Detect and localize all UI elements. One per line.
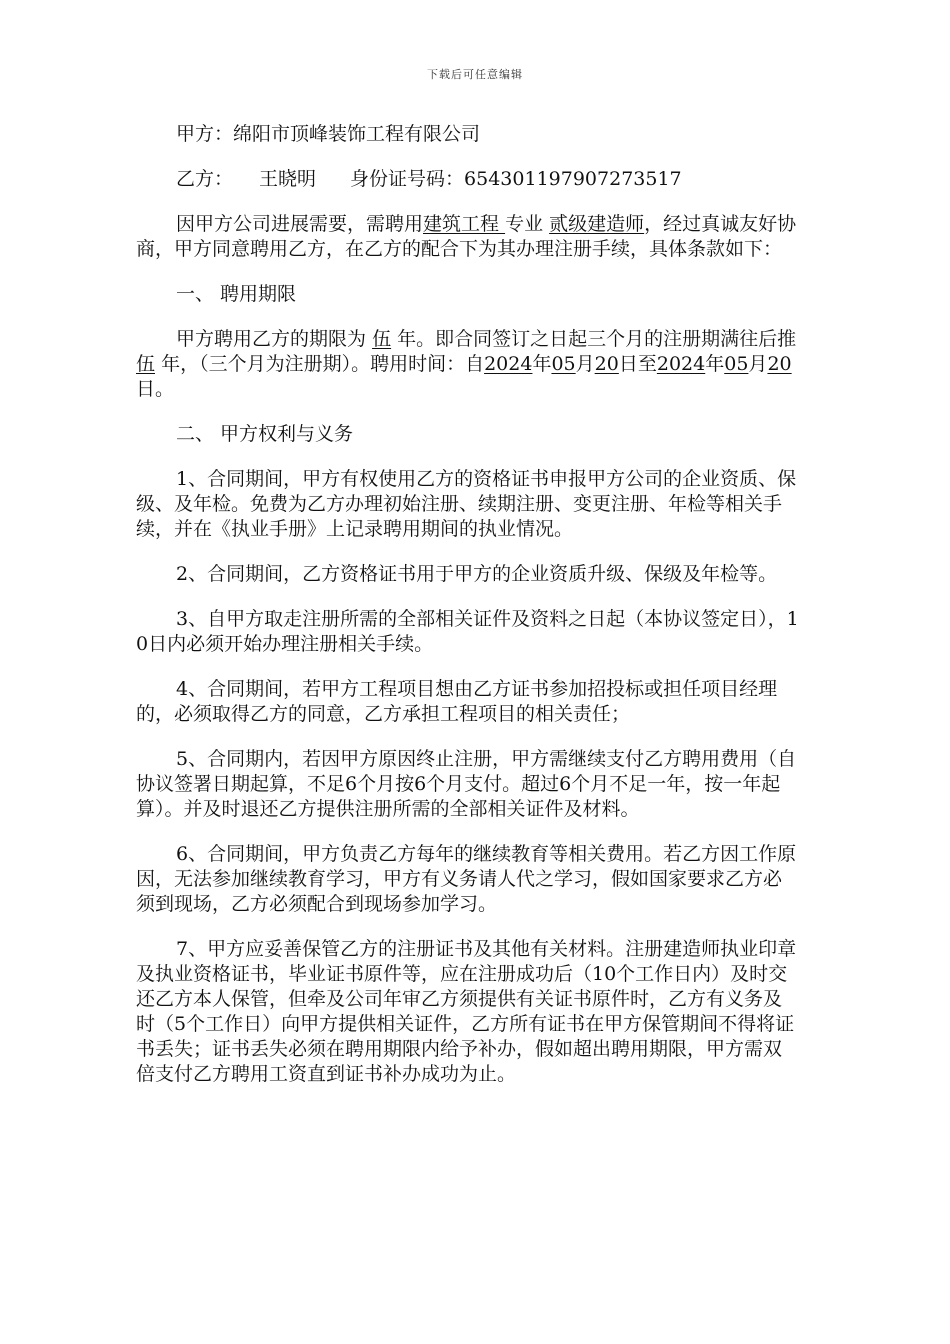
clause-7: 7、甲方应妥善保管乙方的注册证书及其他有关材料。注册建造师执业印章及执业资格证书，毕业证书原件等，应在注册成功后（10个工作日内）及时交还乙方本人保管，但牵及公司年审乙方须提供有关证书原件时，乙方有义务及时（5个工作日）向甲方提供相关证件，乙方所有证书在甲方保管期间不得将证书丢失；证书丢失必须在聘用期限内给予补办，假如超出聘用期限，甲方需双倍支付乙方聘用工资直到证书补办成功为止。 xyxy=(136,938,797,1085)
term-text-3: 年，（三个月为注册期）。聘用时间：自 xyxy=(161,353,485,375)
clause-2: 2、合同期间，乙方资格证书用于甲方的企业资质升级、保级及年检等。 xyxy=(176,563,778,585)
clause-4: 4、合同期间，若甲方工程项目想由乙方证书参加招投标或担任项目经理的，必须取得乙方的同意，乙方承担工程项目的相关责任； xyxy=(136,678,778,725)
intro-text-2: 专业 xyxy=(505,213,544,235)
month-char-1: 月 xyxy=(575,353,595,375)
end-year: 2024 xyxy=(656,353,706,375)
clause-3: 3、自甲方取走注册所需的全部相关证件及资料之日起（本协议签定日），10日内必须开始办理注册相关手续。 xyxy=(136,608,799,655)
year-char-2: 年 xyxy=(705,353,725,375)
party-a-line xyxy=(136,122,800,147)
end-day: 20 xyxy=(767,353,792,375)
start-month: 05 xyxy=(551,353,576,375)
year-char-1: 年 xyxy=(532,353,552,375)
term-years-1: 伍 xyxy=(372,328,392,350)
clause-5: 5、合同期内，若因甲方原因终止注册，甲方需继续支付乙方聘用费用（自协议签署日期起算，不足6个月按6个月支付。超过6个月不足一年，按一年起算）。并及时退还乙方提供注册所需的全部相关证件及材料。 xyxy=(136,748,797,820)
term-text-2: 年。即合同签订之日起三个月的注册期满往后推 xyxy=(397,328,797,350)
start-day: 20 xyxy=(594,353,619,375)
party-b-line xyxy=(136,167,800,192)
party-a-name: 绵阳市顶峰装饰工程有限公司 xyxy=(233,123,481,145)
end-month: 05 xyxy=(724,353,749,375)
intro-paragraph xyxy=(136,212,800,262)
intro-text-3: ，经过真诚友好协商，甲方同意聘用乙方，在乙方的配合下为其办理注册手续，具体条款如下： xyxy=(136,213,797,260)
party-b-label: 乙方： xyxy=(176,168,234,190)
intro-text-1: 因甲方公司进展需要，需聘用 xyxy=(176,213,424,235)
clause-6: 6、合同期间，甲方负责乙方每年的继续教育等相关费用。若乙方因工作原因，无法参加继续教育学习，甲方有义务请人代之学习，假如国家要求乙方必须到现场，乙方必须配合到现场参加学习。 xyxy=(136,843,797,915)
header-note: 下载后可任意编辑 xyxy=(427,68,523,81)
clause-1: 1、合同期间，甲方有权使用乙方的资格证书申报甲方公司的企业资质、保级、及年检。免费为乙方办理初始注册、续期注册、变更注册、年检等相关手续，并在《执业手册》上记录聘用期间的执业情况。 xyxy=(136,468,797,540)
section-2-title: 二、 甲方权利与义务 xyxy=(176,423,354,445)
contract-body xyxy=(136,122,800,1107)
id-number: 654301197907273517 xyxy=(464,168,682,190)
day-char-1: 日至 xyxy=(618,353,657,375)
day-char-2: 日。 xyxy=(136,378,175,400)
term-paragraph xyxy=(136,327,800,402)
grade-field: 贰级建造师 xyxy=(549,213,645,235)
term-text-1: 甲方聘用乙方的期限为 xyxy=(176,328,367,350)
month-char-2: 月 xyxy=(748,353,768,375)
id-label: 身份证号码： xyxy=(350,168,465,190)
party-b-name: 王晓明 xyxy=(259,168,317,190)
party-a-label: 甲方： xyxy=(176,123,234,145)
start-year: 2024 xyxy=(484,353,533,375)
section-1-title: 一、 聘用期限 xyxy=(176,283,297,305)
term-years-2: 伍 xyxy=(136,353,156,375)
specialty-field: 建筑工程 xyxy=(423,213,506,235)
